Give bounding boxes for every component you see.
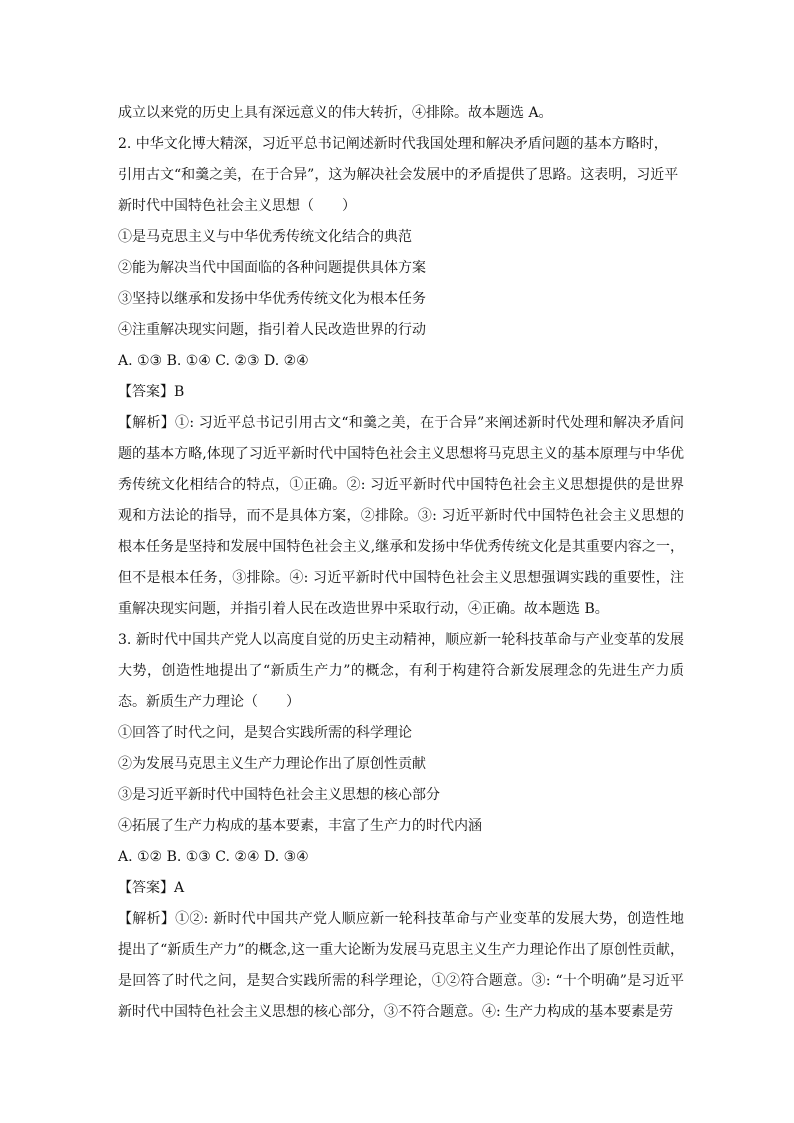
text-line-continuation: 成立以来党的历史上具有深远意义的伟大转折，④排除。故本题选 A。 [118,105,553,121]
question-2-stem [118,129,684,222]
question-2-stem-line-3: 新时代中国特色社会主义思想（ ） [118,198,356,214]
question-2-answer: 【答案】B [118,384,185,400]
question-2-stem-line-1: 2. 中华文化博大精深，习近平总书记阐述新时代我国处理和解决矛盾问题的基本方略时， [118,136,668,152]
question-3-stem: 3. 新时代中国共产党人以高度自觉的历史主动精神，顺应新一轮科技革命与产业变革的发展大势，创造性地提出了“新质生产力”的概念，有利于构建符合新发展理念的先进生产力质态。新质生产力理论（ ） [118,632,684,710]
question-2-stem-line-2: 引用古文“和羹之美，在于合异”，这为解决社会发展中的矛盾提供了思路。这表明，习近平 [118,167,679,183]
question-2-option-1: ①是马克思主义与中华优秀传统文化结合的典范 [118,229,412,245]
question-3-answer: 【答案】A [118,880,185,896]
question-2-option-2: ②能为解决当代中国面临的各种问题提供具体方案 [118,260,426,276]
document-page [118,98,684,1028]
question-3-option-4: ④拓展了生产力构成的基本要素，丰富了生产力的时代内涵 [118,818,482,834]
question-3-option-3: ③是习近平新时代中国特色社会主义思想的核心部分 [118,787,440,803]
question-2-analysis: 【解析】①: 习近平总书记引用古文“和羹之美，在于合异”来阐述新时代处理和解决矛盾问题的基本方略,体现了习近平新时代中国特色社会主义思想将马克思主义的基本原理与中华优秀传统文化相结合的特点，①正确。②: 习近平新时代中国特色社会主义思想提供的是世界观和方法论的指导，而不是具体方案，②排除。③: 习近平新时代中国特色社会主义思想的根本任务是坚持和发展中国特色社会主义,继承和发扬中华优秀传统文化是其重要内容之一，但不是根本任务，③排除。④: 习近平新时代中国特色社会主义思想强调实践的重要性，注重解决现实问题，并指引着人民在改造世界中采取行动，④正确。故本题选 B。 [118,415,684,617]
question-2-choices: A. ①③ B. ①④ C. ②③ D. ②④ [118,353,309,369]
question-2-option-4: ④注重解决现实问题，指引着人民改造世界的行动 [118,322,426,338]
question-2-option-3: ③坚持以继承和发扬中华优秀传统文化为根本任务 [118,291,426,307]
question-3-analysis: 【解析】①②: 新时代中国共产党人顺应新一轮科技革命与产业变革的发展大势，创造性地提出了“新质生产力”的概念,这一重大论断为发展马克思主义生产力理论作出了原创性贡献，是回答了时代之问，是契合实践所需的科学理论，①②符合题意。③: “十个明确”是习近平新时代中国特色社会主义思想的核心部分，③不符合题意。④: 生产力构成的基本要素是劳 [118,911,684,1020]
question-3-option-2: ②为发展马克思主义生产力理论作出了原创性贡献 [118,756,426,772]
question-3-option-1: ①回答了时代之问，是契合实践所需的科学理论 [118,725,412,741]
question-3-choices: A. ①② B. ①③ C. ②④ D. ③④ [118,849,309,865]
